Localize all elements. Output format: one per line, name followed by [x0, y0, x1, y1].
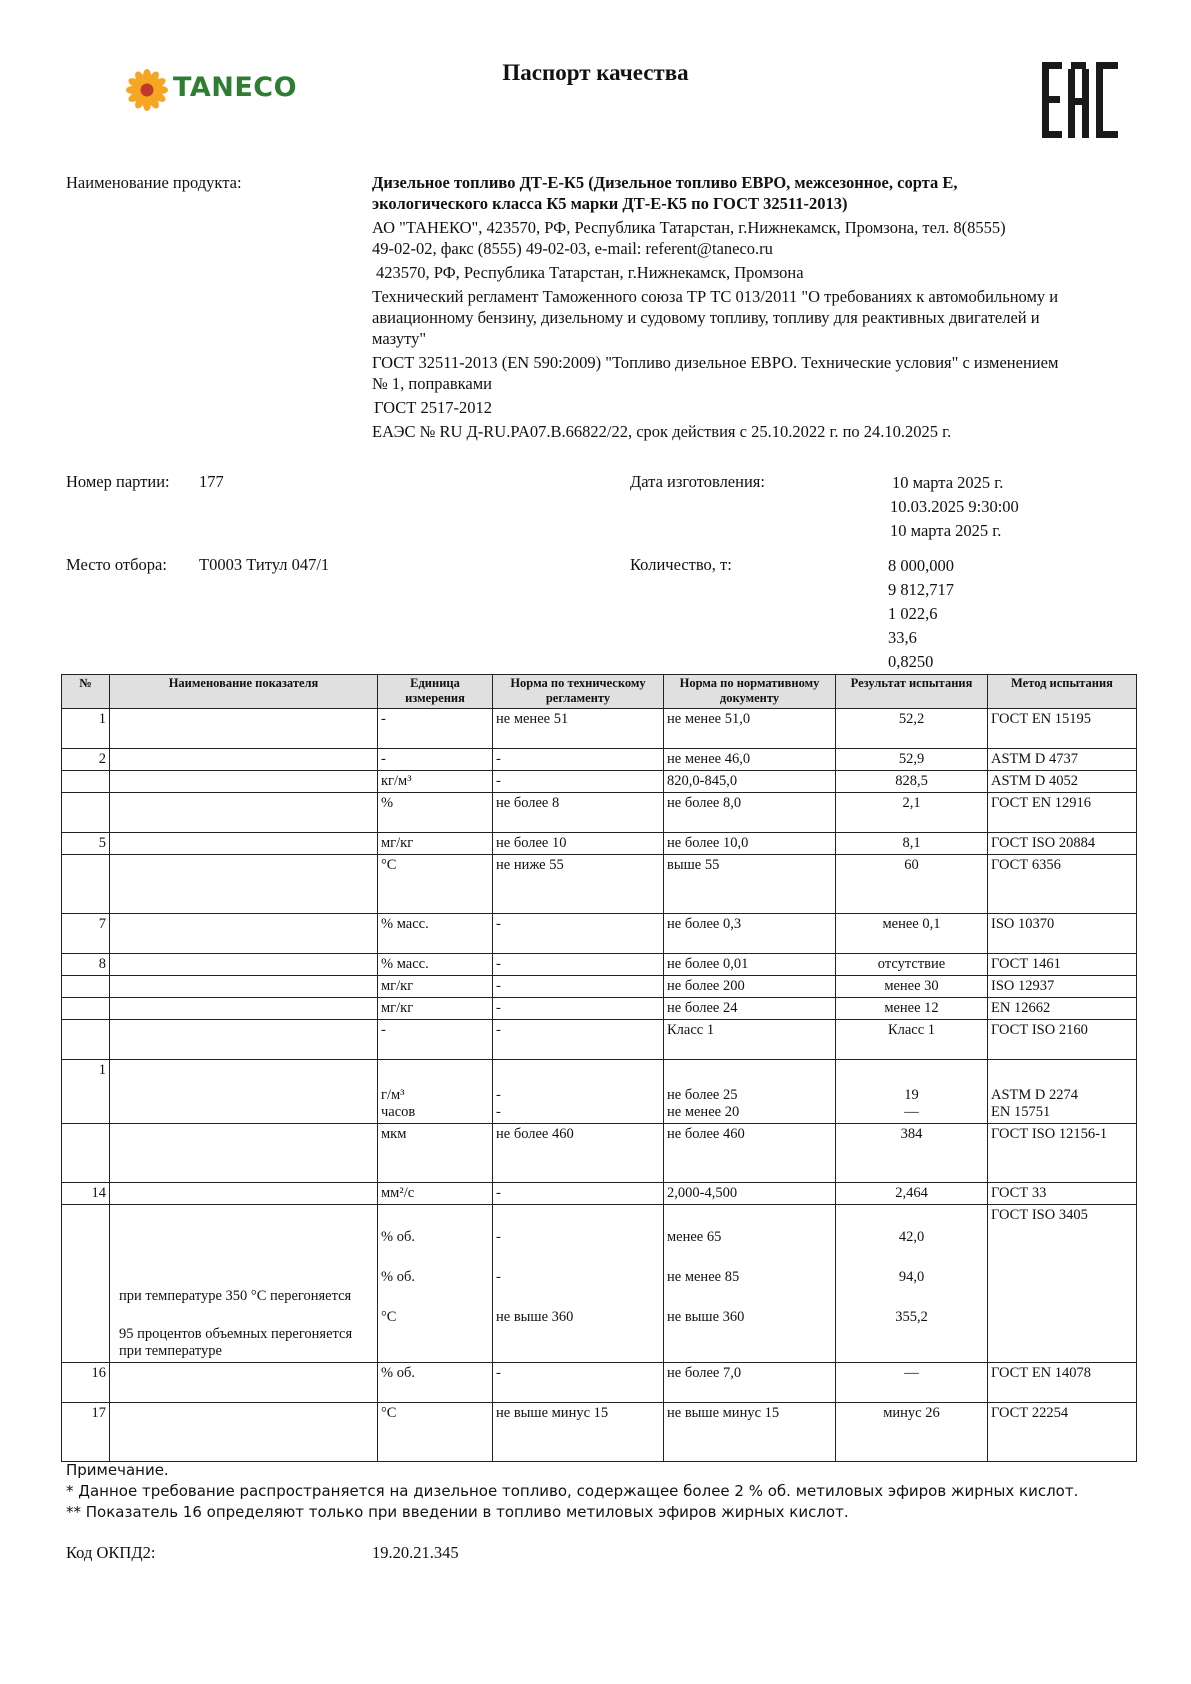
- cell-num: [62, 1205, 110, 1363]
- cell-reg: -: [493, 771, 664, 793]
- result-text: 42,0: [898, 1229, 925, 1245]
- cell-unit: мг/кг: [378, 976, 493, 998]
- manufacturer-line: 49-02-02, факс (8555) 49-02-03, e-mail: referent@taneco.ru: [372, 239, 773, 258]
- cell-num: [62, 771, 110, 793]
- name-text: при температуре 350 °С перегоняется: [119, 1288, 352, 1304]
- norm-text: не выше 360: [667, 1309, 745, 1325]
- date-values: [890, 471, 1019, 543]
- cell-name: [110, 1403, 378, 1462]
- cell-name: [110, 771, 378, 793]
- cell-unit: °С: [378, 855, 493, 914]
- name-text: 95 процентов объемных перегоняется при температуре: [119, 1326, 353, 1359]
- cell-unit: мкм: [378, 1124, 493, 1183]
- cell-name: [110, 1124, 378, 1183]
- cell-reg: не выше минус 15: [493, 1403, 664, 1462]
- cell-result: 828,5: [836, 771, 988, 793]
- unit-text: % об.: [381, 1229, 415, 1245]
- cell-result: 8,1: [836, 833, 988, 855]
- cell-num: [62, 855, 110, 914]
- cell-method: ISO 10370: [988, 914, 1137, 954]
- standard-2: ГОСТ 2517-2012: [374, 398, 492, 417]
- cell-norm: не более 0,3: [664, 914, 836, 954]
- cell-name: [110, 1060, 378, 1124]
- cell-reg: -: [493, 1363, 664, 1403]
- cell-reg: -: [493, 914, 664, 954]
- norm-text: не менее 85: [667, 1269, 740, 1285]
- standard-line: ГОСТ 32511-2013 (EN 590:2009) "Топливо дизельное ЕВРО. Технические условия" с изменением: [372, 353, 1059, 372]
- cell-method: [988, 1060, 1137, 1124]
- product-name-line: экологического класса К5 марки ДТ-Е-К5 по ГОСТ 32511-2013): [372, 194, 848, 213]
- cell-unit: кг/м³: [378, 771, 493, 793]
- name-text: [113, 1267, 374, 1288]
- cell-result: минус 26: [836, 1403, 988, 1462]
- standard-line: № 1, поправками: [372, 374, 493, 393]
- quality-table: [61, 674, 1137, 1462]
- reg-text: -: [496, 1229, 501, 1245]
- regulation-line: Технический регламент Таможенного союза ТР ТС 013/2011 "О требованиях к автомобильному и: [372, 287, 1059, 306]
- cell-reg: -: [493, 1020, 664, 1060]
- quantity-value: 0,8250: [888, 652, 934, 671]
- cell-norm: [664, 1205, 836, 1363]
- table-row: [62, 998, 1137, 1020]
- cell-name: [110, 954, 378, 976]
- cell-method: ГОСТ ISO 12156-1: [988, 1124, 1137, 1183]
- col-header: Единица измерения: [378, 675, 493, 709]
- cell-norm: не более 8,0: [664, 793, 836, 833]
- cell-norm: не более 460: [664, 1124, 836, 1183]
- cell-result: 52,9: [836, 749, 988, 771]
- quantity-value: 1 022,6: [888, 604, 938, 623]
- col-header: Норма по нормативному документу: [664, 675, 836, 709]
- table-row: [62, 914, 1137, 954]
- table-row: [62, 1060, 1137, 1124]
- quantity-value: 33,6: [888, 628, 917, 647]
- cell-name: [110, 914, 378, 954]
- col-header: Метод испытания: [988, 675, 1137, 709]
- cell-unit: -: [378, 1020, 493, 1060]
- logo-text: TANECO: [173, 72, 298, 103]
- cell-norm: не выше минус 15: [664, 1403, 836, 1462]
- table-body: [62, 709, 1137, 1060]
- cell-unit: % масс.: [378, 954, 493, 976]
- cell-reg: не более 460: [493, 1124, 664, 1183]
- col-header: Результат испытания: [836, 675, 988, 709]
- address: 423570, РФ, Республика Татарстан, г.Нижнекамск, Промзона: [376, 263, 804, 282]
- cell-name: [110, 1363, 378, 1403]
- norm-text: не менее 20: [667, 1104, 740, 1120]
- cell-method: EN 12662: [988, 998, 1137, 1020]
- unit-text: г/м³: [381, 1087, 405, 1103]
- date-value: 10.03.2025 9:30:00: [890, 497, 1019, 516]
- cell-num: 8: [62, 954, 110, 976]
- cell-reg: [493, 1205, 664, 1363]
- cell-norm: не более 7,0: [664, 1363, 836, 1403]
- table-row: [62, 1020, 1137, 1060]
- reg-text: не выше 360: [496, 1309, 574, 1325]
- cell-num: 7: [62, 914, 110, 954]
- cell-num: [62, 793, 110, 833]
- cell-num: 2: [62, 749, 110, 771]
- cell-reg: [493, 1060, 664, 1124]
- cell-norm: не более 24: [664, 998, 836, 1020]
- table-row: [62, 833, 1137, 855]
- cell-reg: не менее 51: [493, 709, 664, 749]
- method-text: EN 15751: [991, 1104, 1051, 1120]
- cell-result: —: [836, 1363, 988, 1403]
- result-text: 355,2: [895, 1309, 928, 1325]
- quantity-value: 9 812,717: [888, 580, 954, 599]
- result-text: —: [904, 1104, 919, 1120]
- cell-unit: %: [378, 793, 493, 833]
- cell-num: 16: [62, 1363, 110, 1403]
- cell-method: ГОСТ EN 14078: [988, 1363, 1137, 1403]
- cell-method: ГОСТ ISO 2160: [988, 1020, 1137, 1060]
- eac-mark-icon: [1040, 60, 1120, 140]
- cell-name: [110, 833, 378, 855]
- cell-num: 1: [62, 709, 110, 749]
- table-row: [62, 793, 1137, 833]
- manufacturer: [372, 217, 1142, 259]
- product-name-line: Дизельное топливо ДТ-Е-К5 (Дизельное топливо ЕВРО, межсезонное, сорта Е,: [372, 173, 958, 192]
- cell-method: ГОСТ ISO 20884: [988, 833, 1137, 855]
- regulation-line: авиационному бензину, дизельному и судовому топливу, топливу для реактивных двигателей и: [372, 308, 1040, 327]
- product-info: [372, 172, 1142, 445]
- cell-norm: 2,000-4,500: [664, 1183, 836, 1205]
- cell-num: 17: [62, 1403, 110, 1462]
- col-header: Наименование показателя: [110, 675, 378, 709]
- okpd-label: Код ОКПД2:: [66, 1543, 156, 1562]
- cell-norm: выше 55: [664, 855, 836, 914]
- cell-reg: -: [493, 1183, 664, 1205]
- cell-unit: [378, 1205, 493, 1363]
- table-row: [62, 709, 1137, 749]
- cell-name: [110, 1020, 378, 1060]
- quantity-label: Количество, т:: [630, 555, 732, 574]
- cell-result: [836, 1060, 988, 1124]
- cell-method: ГОСТ 33: [988, 1183, 1137, 1205]
- method-text: ASTM D 2274: [991, 1087, 1079, 1103]
- cell-result: менее 30: [836, 976, 988, 998]
- manufacturer-line: АО "ТАНЕКО", 423570, РФ, Республика Татарстан, г.Нижнекамск, Промзона, тел. 8(8555): [372, 218, 1006, 237]
- cell-norm: не более 0,01: [664, 954, 836, 976]
- cell-num: [62, 1124, 110, 1183]
- table-row: [62, 1124, 1137, 1183]
- table-body-row15: [62, 1205, 1137, 1363]
- table-header-row: [62, 675, 1137, 709]
- batch-label: Номер партии:: [66, 472, 170, 491]
- cell-result: [836, 1205, 988, 1363]
- cell-norm: не менее 46,0: [664, 749, 836, 771]
- table-row: [62, 976, 1137, 998]
- cell-method: ASTM D 4052: [988, 771, 1137, 793]
- col-header: Норма по техническому регламенту: [493, 675, 664, 709]
- cell-name: [110, 749, 378, 771]
- reg-text: -: [496, 1087, 501, 1103]
- cell-num: [62, 976, 110, 998]
- cell-unit: -: [378, 709, 493, 749]
- cell-reg: не более 8: [493, 793, 664, 833]
- cell-unit: мг/кг: [378, 998, 493, 1020]
- cell-num: [62, 998, 110, 1020]
- cell-num: [62, 1020, 110, 1060]
- product-label: Наименование продукта:: [66, 173, 242, 192]
- table-row: [62, 1183, 1137, 1205]
- standard: [372, 352, 1142, 394]
- cell-result: менее 12: [836, 998, 988, 1020]
- cell-name: [110, 793, 378, 833]
- cell-result: 384: [836, 1124, 988, 1183]
- cell-norm: не менее 51,0: [664, 709, 836, 749]
- notes-title: Примечание.: [66, 1461, 169, 1479]
- cell-method: ГОСТ ISO 3405: [988, 1205, 1137, 1363]
- cell-reg: -: [493, 954, 664, 976]
- cell-result: отсутствие: [836, 954, 988, 976]
- page-title: Паспорт качества: [502, 60, 689, 85]
- date-label: Дата изготовления:: [630, 472, 765, 491]
- col-header: №: [62, 675, 110, 709]
- note-line: ** Показатель 16 определяют только при введении в топливо метиловых эфиров жирных кислот.: [66, 1503, 849, 1521]
- cell-method: ГОСТ 6356: [988, 855, 1137, 914]
- cell-method: ASTM D 4737: [988, 749, 1137, 771]
- okpd-value: 19.20.21.345: [372, 1543, 459, 1562]
- reg-text: -: [496, 1104, 501, 1120]
- cell-reg: -: [493, 976, 664, 998]
- table-row: [62, 855, 1137, 914]
- regulation: [372, 286, 1142, 349]
- table-row: [62, 771, 1137, 793]
- date-value: 10 марта 2025 г.: [892, 473, 1004, 492]
- note-line: * Данное требование распространяется на дизельное топливо, содержащее более 2 % об. метиловых эфиров жирных кислот.: [66, 1482, 1079, 1500]
- cell-num: 1: [62, 1060, 110, 1124]
- place-value: T0003 Титул 047/1: [199, 555, 330, 574]
- result-text: 19: [904, 1087, 919, 1103]
- cell-unit: мг/кг: [378, 833, 493, 855]
- reg-text: -: [496, 1269, 501, 1285]
- cell-name: [110, 709, 378, 749]
- date-value: 10 марта 2025 г.: [890, 521, 1002, 540]
- cell-result: 52,2: [836, 709, 988, 749]
- cell-reg: не ниже 55: [493, 855, 664, 914]
- table-row: [62, 1403, 1137, 1462]
- cell-norm: [664, 1060, 836, 1124]
- cell-name: [110, 855, 378, 914]
- cell-reg: -: [493, 749, 664, 771]
- cell-name: [110, 998, 378, 1020]
- cell-unit: [378, 1060, 493, 1124]
- quantity-values: [888, 554, 954, 674]
- cell-result: 2,1: [836, 793, 988, 833]
- result-text: 94,0: [898, 1269, 925, 1285]
- cell-method: ГОСТ 22254: [988, 1403, 1137, 1462]
- table-body-row12: [62, 1060, 1137, 1124]
- cell-unit: °С: [378, 1403, 493, 1462]
- cell-method: ГОСТ EN 15195: [988, 709, 1137, 749]
- cell-num: 14: [62, 1183, 110, 1205]
- cell-norm: не более 10,0: [664, 833, 836, 855]
- batch-value: 177: [199, 472, 224, 491]
- cell-name: [110, 1183, 378, 1205]
- cell-unit: мм²/с: [378, 1183, 493, 1205]
- cell-num: 5: [62, 833, 110, 855]
- table-row: [62, 1363, 1137, 1403]
- norm-text: менее 65: [667, 1229, 722, 1245]
- table-body: [62, 1124, 1137, 1205]
- norm-text: не более 25: [667, 1087, 738, 1103]
- cell-method: ГОСТ EN 12916: [988, 793, 1137, 833]
- cell-name: [110, 1205, 378, 1363]
- table-row: [62, 954, 1137, 976]
- cell-result: 2,464: [836, 1183, 988, 1205]
- unit-text: °С: [381, 1309, 397, 1325]
- declaration: ЕАЭС № RU Д-RU.PA07.B.66822/22, срок действия с 25.10.2022 г. по 24.10.2025 г.: [372, 422, 952, 441]
- cell-norm: Класс 1: [664, 1020, 836, 1060]
- cell-reg: не более 10: [493, 833, 664, 855]
- notes: [66, 1460, 1078, 1523]
- unit-text: часов: [381, 1104, 416, 1120]
- cell-norm: 820,0-845,0: [664, 771, 836, 793]
- cell-unit: % масс.: [378, 914, 493, 954]
- cell-unit: % об.: [378, 1363, 493, 1403]
- table-row: [62, 1205, 1137, 1363]
- unit-text: % об.: [381, 1269, 415, 1285]
- cell-result: менее 0,1: [836, 914, 988, 954]
- cell-unit: -: [378, 749, 493, 771]
- cell-reg: -: [493, 998, 664, 1020]
- cell-name: [110, 976, 378, 998]
- product-name: [372, 172, 1142, 214]
- place-label: Место отбора:: [66, 555, 167, 574]
- table-body: [62, 1363, 1137, 1462]
- cell-method: ISO 12937: [988, 976, 1137, 998]
- table-row: [62, 749, 1137, 771]
- cell-method: ГОСТ 1461: [988, 954, 1137, 976]
- regulation-line: мазуту": [372, 329, 427, 348]
- cell-norm: не более 200: [664, 976, 836, 998]
- cell-result: Класс 1: [836, 1020, 988, 1060]
- quantity-value: 8 000,000: [888, 556, 954, 575]
- cell-result: 60: [836, 855, 988, 914]
